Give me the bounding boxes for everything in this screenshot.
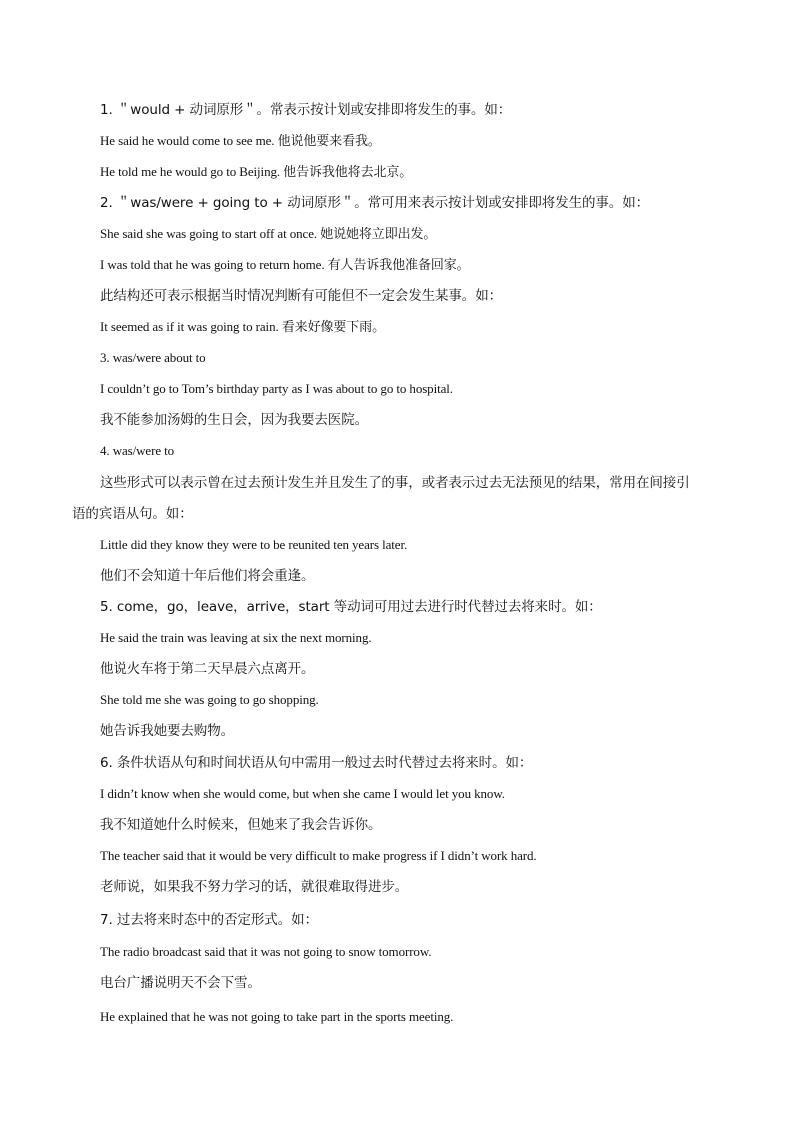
example-sentence: She told me she was going to go shopping. xyxy=(100,692,319,707)
example-sentence: She said she was going to start off at once. 她说她将立即出发。 xyxy=(100,226,437,241)
example-sentence: I didn’t know when she would come, but when she came I would let you know. xyxy=(100,786,505,801)
example-sentence: The radio broadcast said that it was not going to snow tomorrow. xyxy=(100,944,432,959)
heading-1-would: 1. ＂would + 动词原形＂。常表示按计划或安排即将发生的事。如： xyxy=(100,102,512,118)
heading-7-negative-form: 7. 过去将来时态中的否定形式。如： xyxy=(100,912,318,928)
translation-text: 电台广播说明天不会下雪。 xyxy=(100,975,261,991)
translation-text: 他们不会知道十年后他们将会重逢。 xyxy=(100,568,315,584)
explanation-text: 此结构还可表示根据当时情况判断有可能但不一定会发生某事。如： xyxy=(100,288,502,304)
explanation-text: 这些形式可以表示曾在过去预计发生并且发生了的事，或者表示过去无法预见的结果，常用在间接引 xyxy=(100,475,690,491)
example-sentence: The teacher said that it would be very difficult to make progress if I didn’t work hard. xyxy=(100,848,537,863)
heading-3-was-about-to: 3. was/were about to xyxy=(100,350,206,365)
heading-6-adverbial-clauses: 6. 条件状语从句和时间状语从句中需用一般过去时代替过去将来时。如： xyxy=(100,755,533,771)
heading-5-past-progressive: 5. come，go，leave，arrive，start 等动词可用过去进行时代替过去将来时。如： xyxy=(100,599,602,615)
translation-text: 老师说，如果我不努力学习的话，就很难取得进步。 xyxy=(100,879,409,895)
example-sentence: I was told that he was going to return home. 有人告诉我他准备回家。 xyxy=(100,257,470,272)
translation-text: 他说火车将于第二天早晨六点离开。 xyxy=(100,661,315,677)
example-sentence: It seemed as if it was going to rain. 看来好像要下雨。 xyxy=(100,319,385,334)
heading-4-was-to: 4. was/were to xyxy=(100,443,175,458)
translation-text: 我不能参加汤姆的生日会，因为我要去医院。 xyxy=(100,412,368,428)
heading-2-was-going-to: 2. ＂was/were + going to + 动词原形＂。常可用来表示按计划或安排即将发生的事。如： xyxy=(100,195,650,211)
example-sentence: He said he would come to see me. 他说他要来看我。 xyxy=(100,133,381,148)
example-sentence: He explained that he was not going to take part in the sports meeting. xyxy=(100,1009,454,1024)
explanation-text-continued: 语的宾语从句。如： xyxy=(72,506,193,522)
translation-text: 我不知道她什么时候来，但她来了我会告诉你。 xyxy=(100,817,382,833)
example-sentence: Little did they know they were to be reunited ten years later. xyxy=(100,537,408,552)
translation-text: 她告诉我她要去购物。 xyxy=(100,723,234,739)
example-sentence: He told me he would go to Beijing. 他告诉我他将去北京。 xyxy=(100,164,413,179)
example-sentence: He said the train was leaving at six the next morning. xyxy=(100,630,372,645)
example-sentence: I couldn’t go to Tom’s birthday party as I was about to go to hospital. xyxy=(100,381,453,396)
